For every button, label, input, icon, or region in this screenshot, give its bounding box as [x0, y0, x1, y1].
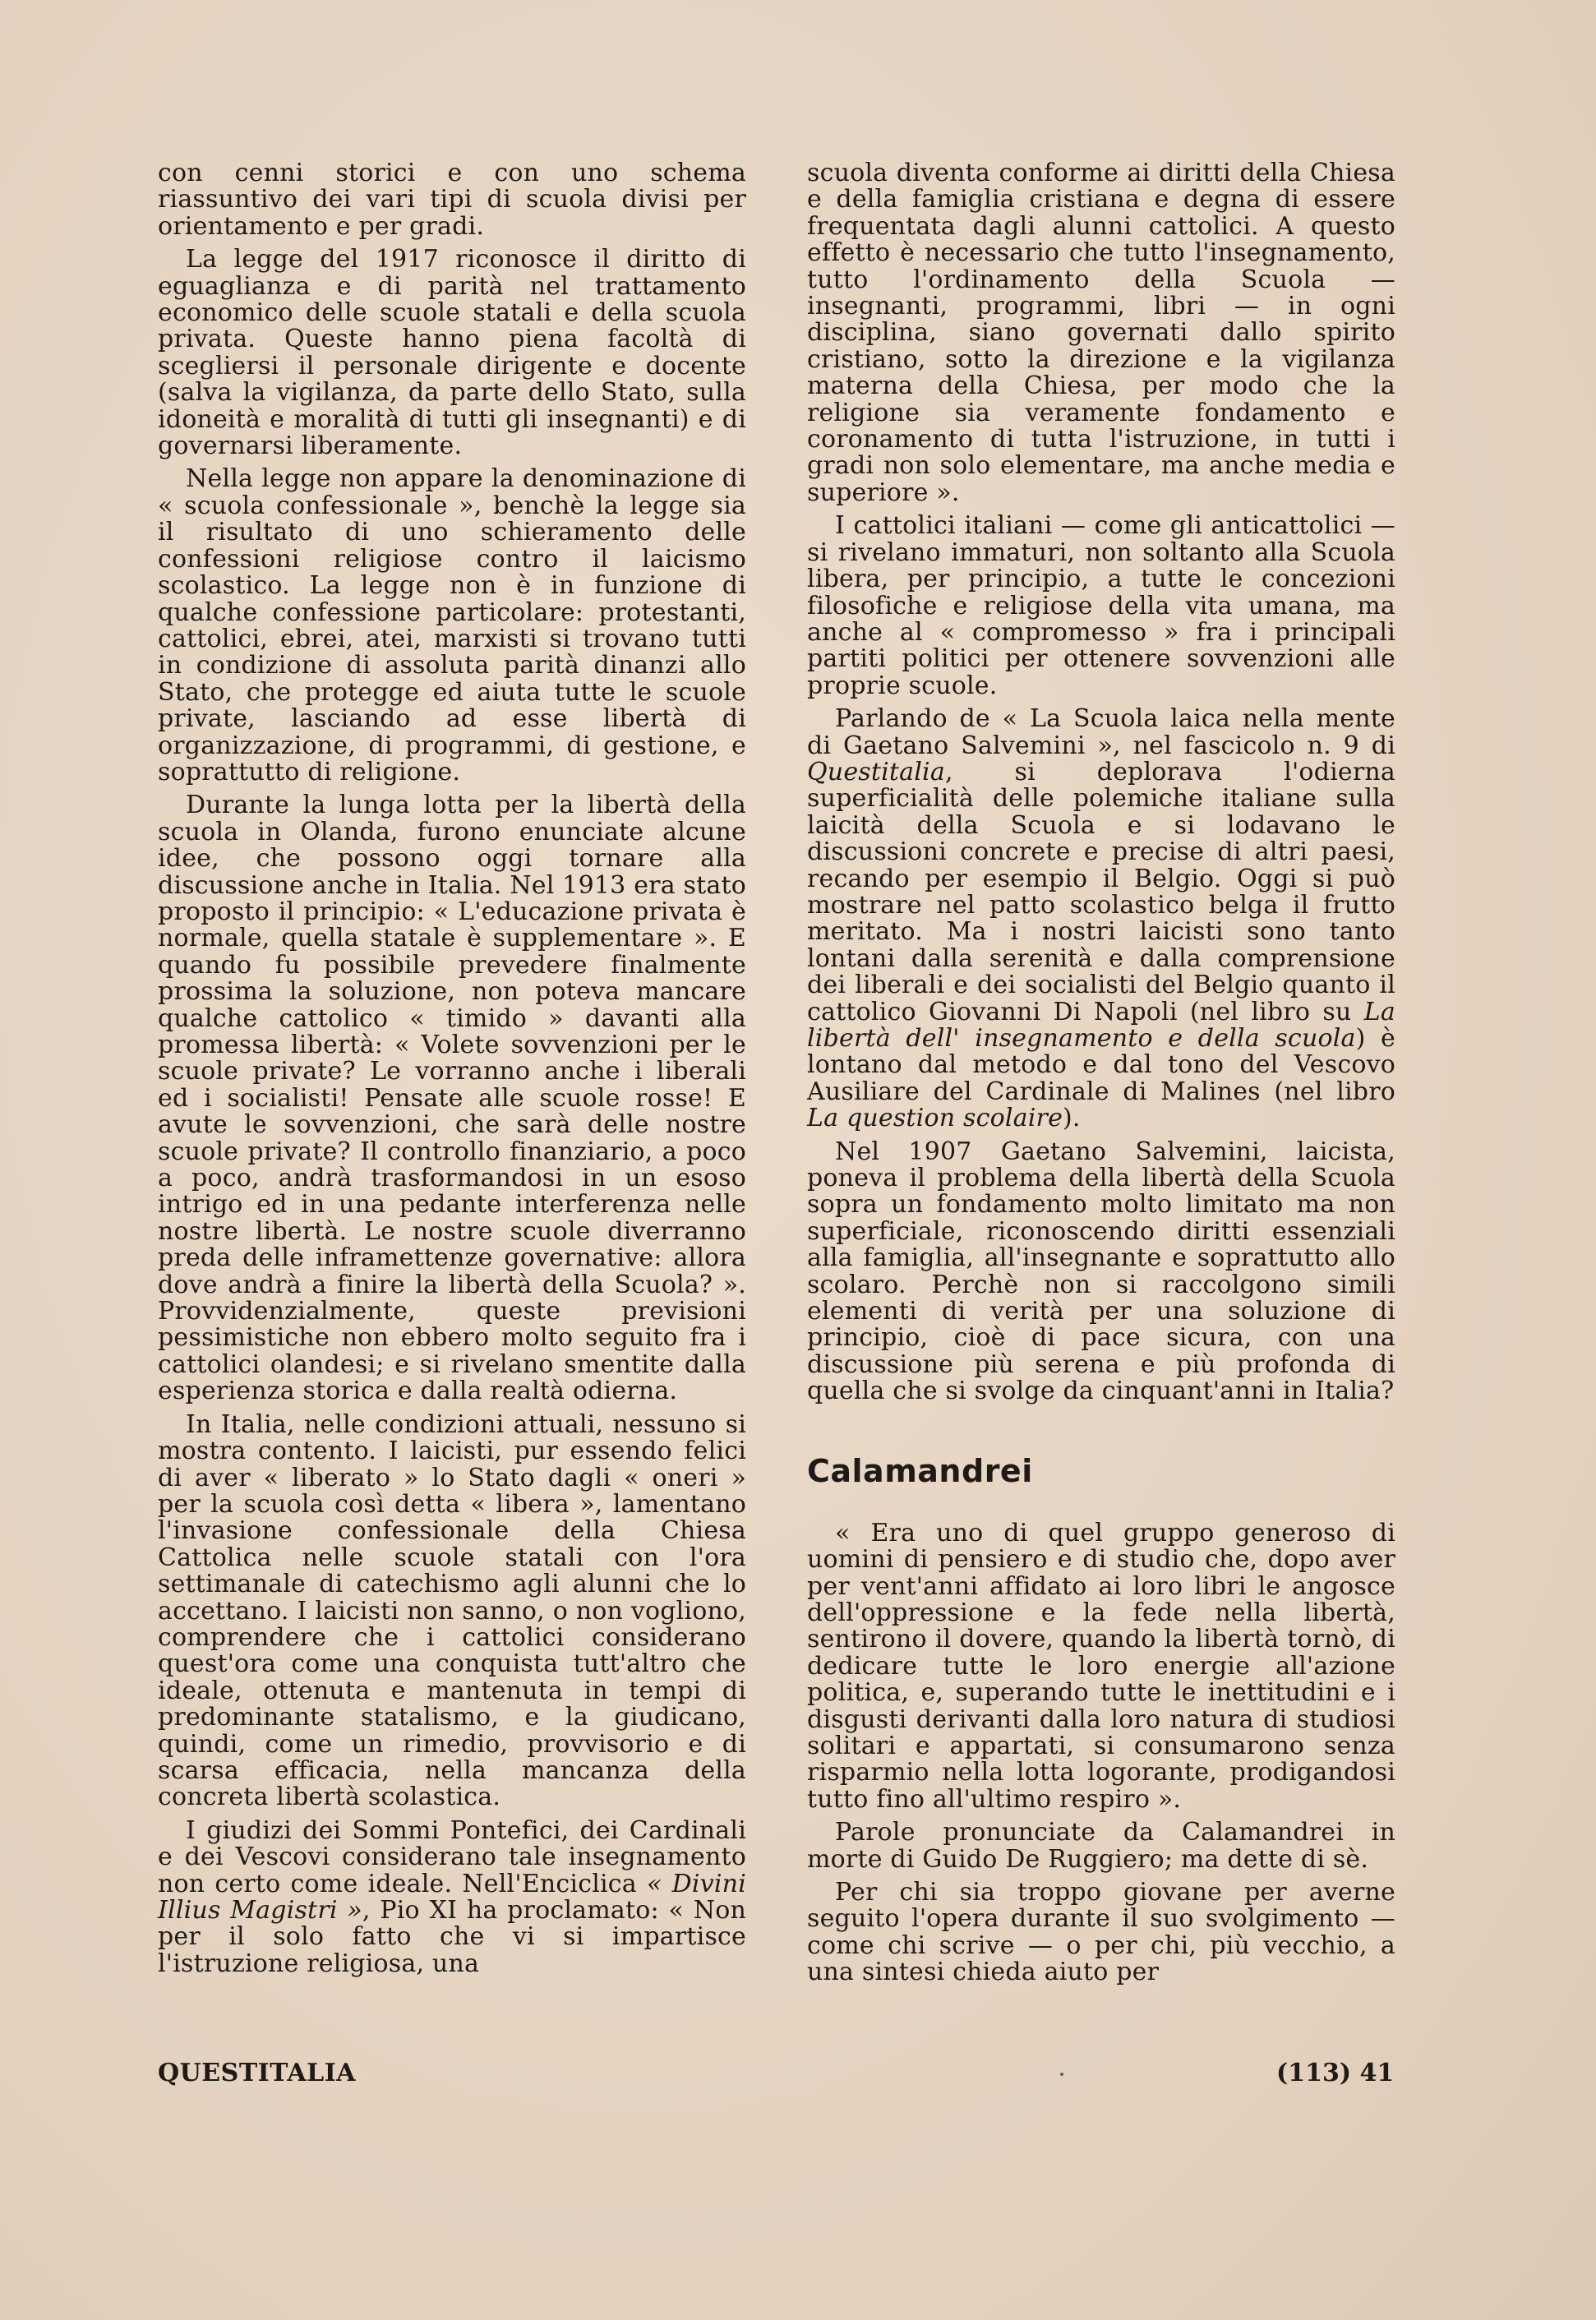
book-title: La question scolaire [807, 1104, 1063, 1133]
text-run: , Pio XI ha proclamato: « Non per il solo fatto che vi si impartisce l'istruzione religiosa, una [158, 1896, 747, 1978]
paragraph: I cattolici italiani — come gli anticattolici — si rivelano immaturi, non soltanto alla Scuola libera, per principio, a tutte le concezioni filosofiche e religiose della vita umana, ma anche al « compromesso » fra i principali partiti politici per ottenere sovvenzioni alle proprie scuole. [807, 511, 1395, 700]
text-run: , si deplorava l'odierna superficialità delle polemiche italiane sulla laicità della Scuola e si lodavano le discussioni concrete e precise di altri paesi, recando per esempio il Belgio. Oggi si può mostrare nel patto scolastico belga il frutto meritato. Ma i nostri laicisti sono tanto lontani dalla serenità e dalla comprensione dei liberali e dei socialisti del Belgio quanto il cattolico Giovanni Di Napoli (nel libro su [807, 757, 1395, 1026]
text-run: Parlando de « La Scuola laica nella mente di Gaetano Salvemini », nel fascicolo n. 9 di [807, 704, 1395, 760]
journal-name: QUESTITALIA [158, 2059, 357, 2087]
paragraph [807, 706, 1395, 1132]
paragraph: scuola diventa conforme ai diritti della Chiesa e della famiglia cristiana e degna di essere frequentata dagli alunni cattolici. A questo effetto è necessario che tutto l'insegnamento, tutto l'ordinamento della Scuola — insegnanti, programmi, libri — in ogni disciplina, siano governati dallo spirito cristiano, sotto la direzione e la vigilanza materna della Chiesa, per modo che la religione sia veramente fondamento e coronamento di tutta l'istruzione, in tutti i gradi non solo elementare, ma anche media e superiore ». [807, 159, 1395, 507]
encyclical-title: « Divini Illius Magistri » [158, 1869, 746, 1925]
book-title: La libertà dell' insegnamento e della scuola [807, 997, 1395, 1053]
page-number: (113) 41 [1276, 2059, 1395, 2087]
text-run: ). [1063, 1104, 1081, 1133]
paragraph [158, 1815, 747, 1978]
paragraph: Per chi sia troppo giovane per averne seguito l'opera durante il suo svolgimento — come chi scrive — o per chi, più vecchio, a una sintesi chieda aiuto per [807, 1877, 1395, 1987]
journal-title: Questitalia [807, 757, 945, 786]
left-column [158, 160, 746, 1984]
paragraph: La legge del 1917 riconosce il diritto di eguaglianza e di parità nel trattamento economico delle scuole statali e della scuola privata. Queste hanno piena facoltà di scegliersi il personale dirigente e docente (salva la vigilanza, da parte dello Stato, sulla idoneità e moralità di tutti gli insegnanti) e di governarsi liberamente. [158, 245, 746, 461]
right-column [807, 160, 1395, 1993]
quote-paragraph: « Era uno di quel gruppo generoso di uomini di pensiero e di studio che, dopo aver per vent'anni affidato ai loro libri le angosce dell'oppressione e la fede nella libertà, sentirono il dovere, quando la libertà tornò, di dedicare tutte le loro energie all'azione politica, e, superando tutte le inettitudini e i disgusti derivanti dalla loro natura di studiosi solitari e appartati, si consumarono senza risparmio nella lotta logorante, prodigandosi tutto fino all'ultimo respiro ». [807, 1518, 1395, 1814]
paragraph: In Italia, nelle condizioni attuali, nessuno si mostra contento. I laicisti, pur essendo felici di aver « liberato » lo Stato dagli « oneri » per la scuola così detta « libera », lamentano l'invasione confessionale della Chiesa Cattolica nelle scuole statali con l'ora settimanale di catechismo agli alunni che lo accettano. I laicisti non sanno, o non vogliono, comprendere che i cattolici considerano quest'ora come una conquista tutt'altro che ideale, ottenuta e mantenuta in tempi di predominante statalismo, e la giudicano, quindi, come un rimedio, provvisorio e di scarsa efficacia, nella mancanza della concreta libertà scolastica. [158, 1409, 746, 1812]
paragraph: con cenni storici e con uno schema riassuntivo dei vari tipi di scuola divisi per orientamento e per gradi. [158, 159, 746, 241]
text-run: I giudizi dei Sommi Pontefici, dei Cardinali e dei Vescovi considerano tale insegnamento non certo come ideale. Nell'Enciclica [158, 1815, 746, 1898]
section-heading: Calamandrei [807, 1452, 1033, 1489]
paper-speck [1060, 2073, 1063, 2076]
paragraph: Nella legge non appare la denominazione di « scuola confessionale », benchè la legge sia il risultato di uno schieramento delle confessioni religiose contro il laicismo scolastico. La legge non è in funzione di qualche confessione particolare: protestanti, cattolici, ebrei, atei, marxisti si trovano tutti in condizione di assoluta parità dinanzi allo Stato, che protegge ed aiuta tutte le scuole private, lasciando ad esse libertà di organizzazione, di programmi, di gestione, e soprattutto di religione. [158, 464, 746, 786]
paragraph: Durante la lunga lotta per la libertà della scuola in Olanda, furono enunciate alcune idee, che possono oggi tornare alla discussione anche in Italia. Nel 1913 era stato proposto il principio: « L'educazione privata è normale, quella statale è supplementare ». E quando fu possibile prevedere finalmente prossima la soluzione, non poteva mancare qualche cattolico « timido » davanti alla promessa libertà: « Volete sovvenzioni per le scuole private? Le vorranno anche i liberali ed i socialisti! Pensate alle scuole rosse! E avute le sovvenzioni, che sarà delle nostre scuole private? Il controllo finanziario, a poco a poco, andrà trasformandosi in un esoso intrigo ed in una pedante interferenza nelle nostre libertà. Le nostre scuole diverranno preda delle inframettenze governative: allora dove andrà a finire la libertà della Scuola? ». Provvidenzialmente, queste previsioni pessimistiche non ebbero molto seguito fra i cattolici olandesi; e si rivelano smentite dalla esperienza storica e dalla realtà odierna. [158, 791, 746, 1406]
text-run: ) è lontano dal metodo e dal tono del Vescovo Ausiliare del Cardinale di Malines (nel libro [807, 1024, 1395, 1106]
paragraph: Nel 1907 Gaetano Salvemini, laicista, poneva il problema della libertà della Scuola sopra un fondamento molto limitato ma non superficiale, riconoscendo diritti essenziali alla famiglia, all'insegnante e soprattutto allo scolaro. Perchè non si raccolgono simili elementi di verità per una soluzione di principio, cioè di pace sicura, con una discussione più serena e più profonda di quella che si svolge da cinquant'anni in Italia? [807, 1137, 1395, 1406]
paragraph: Parole pronunciate da Calamandrei in morte di Guido De Ruggiero; ma dette di sè. [807, 1818, 1395, 1874]
